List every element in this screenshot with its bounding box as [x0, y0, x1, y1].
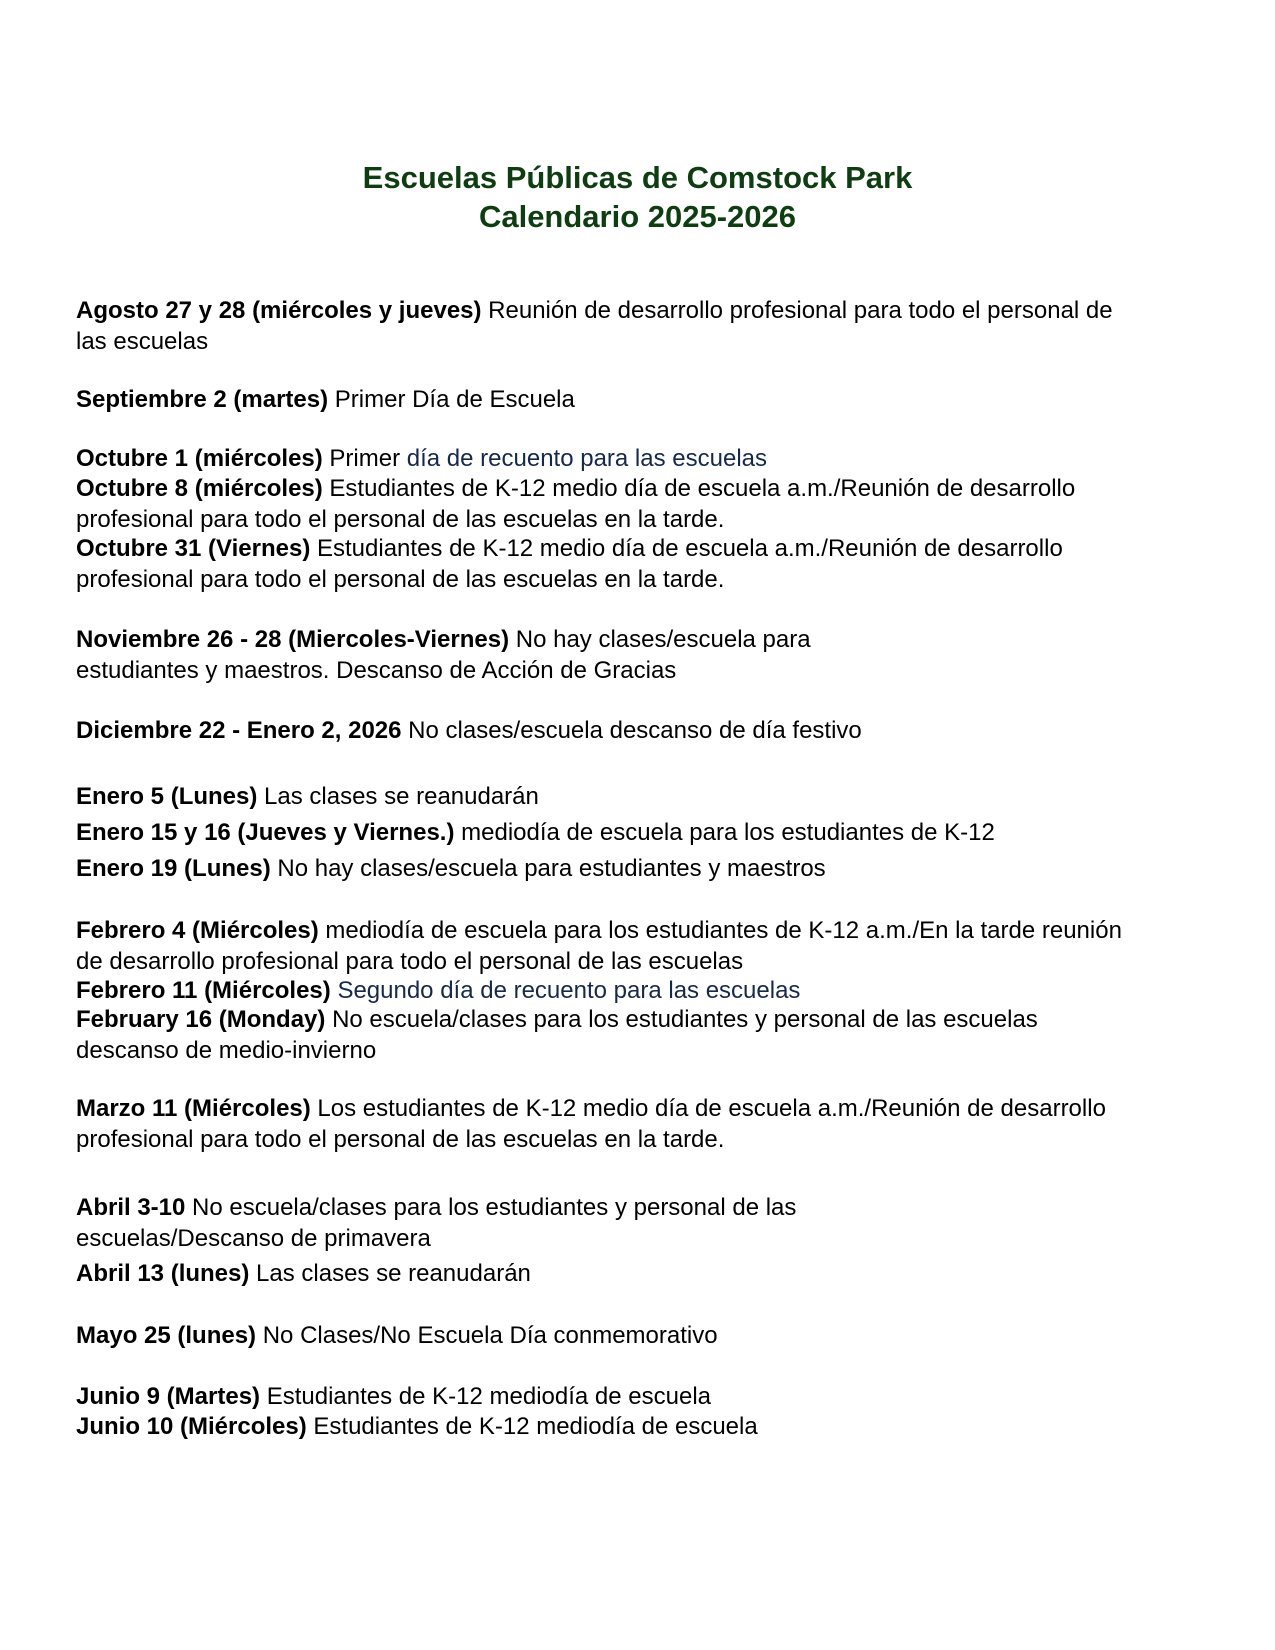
page-subtitle: Calendario 2025-2026: [478, 199, 797, 234]
calendar-entry: [76, 624, 1136, 686]
entry-description: No clases/escuela descanso de día festivo: [408, 717, 862, 744]
calendar-entry: [76, 443, 1136, 474]
entry-date: Junio 10 (Miércoles): [76, 1413, 307, 1440]
entry-date: Abril 13 (lunes): [76, 1260, 250, 1287]
entry-description: Primer: [329, 445, 407, 472]
entry-date: Octubre 1 (miércoles): [76, 445, 323, 472]
entry-date: Enero 15 y 16 (Jueves y Viernes.): [76, 819, 455, 846]
entry-description: Primer Día de Escuela: [334, 386, 575, 413]
entry-description: mediodía de escuela para los estudiantes de K-12 a.m./En la tarde reunión de desarrollo profesional para todo el personal de las escuelas: [76, 917, 1122, 975]
entry-description: No escuela/clases para los estudiantes y personal de las: [185, 1194, 797, 1221]
entry-description: Los estudiantes de K-12 medio día de escuela a.m./Reunión de desarrollo profesional para todo el personal de las escuelas en la tarde.: [76, 1095, 1106, 1153]
entry-description: Las clases se reanudarán: [249, 1260, 531, 1287]
entry-date: Abril 3-10: [76, 1194, 186, 1221]
entry-description: Estudiantes de K-12 medio día de escuela a.m./Reunión de desarrollo profesional para todo el personal de las escuelas en la tarde.: [76, 535, 1063, 593]
entry-description: mediodía de escuela para los estudiantes de K-12: [461, 819, 995, 846]
entry-date: Septiembre 2 (martes): [76, 386, 329, 413]
entry-date: Marzo 11 (Miércoles): [76, 1095, 311, 1122]
calendar-entry: [76, 1192, 1136, 1254]
entry-description-continued: escuelas/Descanso de primavera: [76, 1225, 431, 1252]
entry-description: Reunión de desarrollo profesional para todo el personal de las escuelas: [76, 297, 1113, 355]
entry-date: Diciembre 22 - Enero 2, 2026: [76, 717, 402, 744]
calendar-entry: [76, 533, 1136, 595]
calendar-entry: [76, 1093, 1136, 1155]
calendar-entry: [76, 473, 1136, 535]
calendar-entry: [76, 975, 1136, 1006]
entry-description: No Clases/No Escuela Día conmemorativo: [262, 1322, 718, 1349]
entry-date: Enero 19 (Lunes): [76, 855, 271, 882]
entry-date: Febrero 11 (Miércoles): [76, 977, 331, 1004]
calendar-entry: [76, 1381, 1136, 1412]
calendar-entry: [76, 1004, 1136, 1066]
calendar-entry: [76, 1258, 1136, 1289]
entry-description: Estudiantes de K-12 mediodía de escuela: [266, 1383, 711, 1410]
entry-date: Agosto 27 y 28 (miércoles y jueves): [76, 297, 482, 324]
calendar-entry: [76, 295, 1136, 357]
calendar-entry: [76, 1411, 1136, 1442]
entry-date: Febrero 4 (Miércoles): [76, 917, 319, 944]
entry-description: No escuela/clases para los estudiantes y personal de las escuelas descanso de medio-invierno: [76, 1006, 1038, 1064]
entry-date: Noviembre 26 - 28 (Miercoles-Viernes): [76, 626, 510, 653]
calendar-entry: [76, 817, 1136, 848]
entry-date: Junio 9 (Martes): [76, 1383, 261, 1410]
entry-date: Octubre 8 (miércoles): [76, 475, 323, 502]
entry-description: No hay clases/escuela para estudiantes y maestros: [277, 855, 826, 882]
calendar-entry: [76, 715, 1136, 746]
entry-description: Estudiantes de K-12 medio día de escuela a.m./Reunión de desarrollo profesional para todo el personal de las escuelas en la tarde.: [76, 475, 1076, 533]
page-title: Escuelas Públicas de Comstock Park: [362, 160, 913, 195]
calendar-entry: [76, 853, 1136, 884]
entry-description: Las clases se reanudarán: [264, 783, 539, 810]
entry-date: Octubre 31 (Viernes): [76, 535, 311, 562]
entry-date: February 16 (Monday): [76, 1006, 326, 1033]
entry-date: Mayo 25 (lunes): [76, 1322, 257, 1349]
calendar-entry: [76, 384, 1136, 415]
entry-description-recount: Segundo día de recuento para las escuelas: [337, 977, 801, 1004]
calendar-entry: [76, 1320, 1136, 1351]
entry-description: Estudiantes de K-12 mediodía de escuela: [313, 1413, 758, 1440]
entry-date: Enero 5 (Lunes): [76, 783, 258, 810]
page-header: [0, 158, 1275, 236]
calendar-entry: [76, 781, 1136, 812]
entry-description-continued: estudiantes y maestros. Descanso de Acción de Gracias: [76, 657, 677, 684]
entry-description: No hay clases/escuela para: [515, 626, 811, 653]
calendar-entry: [76, 915, 1136, 977]
entry-description-recount: día de recuento para las escuelas: [406, 445, 767, 472]
